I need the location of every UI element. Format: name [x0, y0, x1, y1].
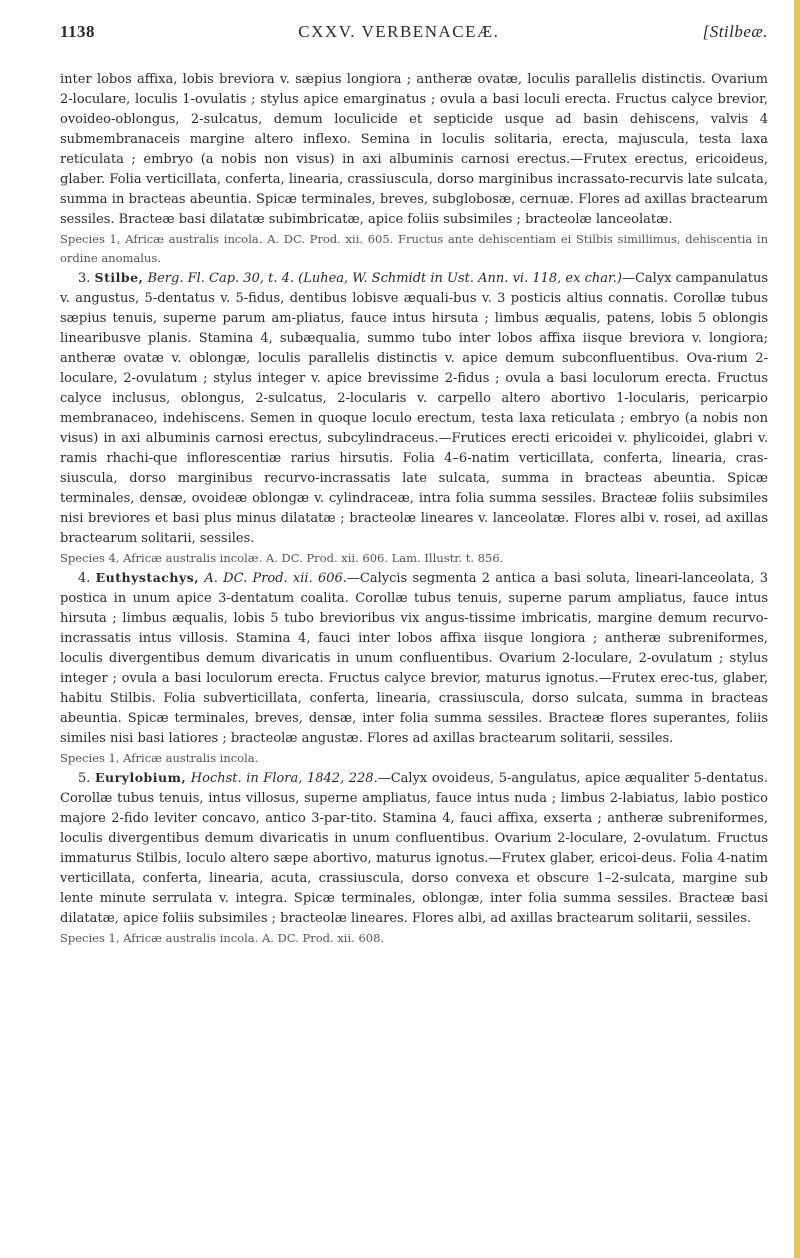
entry-note: Species 1, Africæ australis incola. A. DC. Prod. xii. 608.	[60, 931, 385, 945]
intro-note: Species 1, Africæ australis incola. A. DC. Prod. xii. 605. Fructus ante dehiscentiam ei Stilbis simillimus, dehiscentia in ordine anomalus.	[60, 232, 768, 265]
entry-description: —Calycis segmenta 2 antica a basi soluta, lineari-lanceolata, 3 postica in unum apice 3-dentatum coalita. Corollæ tubus tenuis, superne parum ampliatus, fauce intus hirsuta ; limbus æqualis, lobis 5 tubo brevioribus vix angus-tissime imbricatis, margine demum recurvo-incrassatis intus villosis. Stamina 4, fauci inter lobos affixa iisque longiora ; antheræ subreniformes, loculis divergentibus demum divaricatis in unum confluentibus. Ovarium 2-loculare, 2-ovulatum ; stylus integer ; ovula a basi loculorum erecta. Fructus calyce brevior, maturus ignotus.—Frutex erec-tus, glaber, habitu Stilbis. Folia subverticillata, conferta, linearia, crassiuscula, dorso sulcata, summa in bracteas abeuntia. Spicæ terminales, breves, densæ, inter folia summa sessiles. Bracteæ flores superantes, foliis similes nisi basi latiores ; bracteolæ angustæ. Flores ad axillas bractearum solitarii, sessiles.	[60, 571, 769, 746]
book-page	[60, 22, 768, 948]
running-header	[60, 22, 768, 48]
genus-name: Euthystachys,	[95, 570, 200, 585]
entry-number: 4.	[78, 571, 91, 586]
page-number: 1138	[60, 22, 96, 41]
page-edge-strip	[794, 0, 800, 1258]
genus-entry-eurylobium	[60, 768, 768, 929]
genus-name: Stilbe,	[94, 270, 144, 285]
running-genus: [Stilbeæ.	[702, 22, 768, 41]
entry-citation: Hochst. in Flora, 1842, 228.	[190, 771, 378, 786]
genus-entry-euthystachys	[60, 568, 768, 749]
body-text	[60, 70, 768, 948]
entry-number: 5.	[78, 771, 91, 786]
genus-entry-stilbe	[60, 268, 768, 549]
entry-citation: Berg. Fl. Cap. 30, t. 4. (Luhea, W. Schmidt in Ust. Ann. vi. 118, ex char.)	[147, 271, 622, 286]
entry-citation: A. DC. Prod. xii. 606.	[204, 571, 347, 586]
entry-number: 3.	[78, 271, 91, 286]
entry-description: —Calyx campanulatus v. angustus, 5-dentatus v. 5-fidus, dentibus lobisve æquali-bus v. 3 posticis altius connatis. Corollæ tubus sæpius tenuis, superne parum am-pliatus, fauce intus hirsuta ; limbus æqualis, patens, lobis 5 oblongis linearibusve planis. Stamina 4, subæqualia, summo tubo inter lobos affixa iisque breviora v. longiora; antheræ ovatæ v. oblongæ, loculis parallelis distinctis v. apice demum subconfluentibus. Ova-rium 2-loculare, 2-ovulatum ; stylus integer v. apice brevissime 2-fidus ; ovula a basi loculorum erecta. Fructus calyce inclusus, oblongus, 2-sulcatus, 2-locularis v. carpello altero abortivo 1-locularis, pericarpio membranaceo, indehiscens. Semen in quoque loculo erectum, testa laxa reticulata ; embryo (a nobis non visus) in axi albuminis carnosi erectus, subcylindraceus.—Frutices erecti ericoidei v. phylicoidei, glabri v. ramis rhachi-que inflorescentiæ rarius hirsutis. Folia 4–6-natim verticillata, conferta, linearia, cras-siuscula, dorso marginibus recurvo-incrassatis late sulcata, summa in bracteas abeuntia. Spicæ terminales, densæ, ovoideæ oblongæ v. cylindraceæ, intra folia summa sessiles. Bracteæ foliis subsimiles nisi breviores et basi plus minus dilatatæ ; bracteolæ lineares v. lanceolatæ. Flores albi v. rosei, ad axillas bractearum solitarii, sessiles.	[60, 271, 768, 546]
section-title: CXXV. VERBENACEÆ.	[298, 22, 500, 41]
entry-note: Species 4, Africæ australis incolæ. A. DC. Prod. xii. 606. Lam. Illustr. t. 856.	[60, 551, 504, 565]
intro-paragraph: inter lobos affixa, lobis breviora v. sæpius longiora ; antheræ ovatæ, loculis parallelis distinctis. Ovarium 2-loculare, loculis 1-ovulatis ; stylus apice emarginatus ; ovula a basi loculi erecta. Fructus calyce brevior, ovoideo-oblongus, 2-sulcatus, demum loculicide et septicide usque ad basin dehiscens, valvis 4 submembranaceis margine altero inflexo. Semina in loculis solitaria, erecta, majuscula, testa laxa reticulata ; embryo (a nobis non visus) in axi albuminis carnosi erectus.—Frutex erectus, ericoideus, glaber. Folia verticillata, conferta, linearia, crassiuscula, dorso marginibus incrassato-recurvis late sulcata, summa in bracteas abeuntia. Spicæ terminales, breves, subglobosæ, cernuæ. Flores ad axillas bractearum sessiles. Bracteæ basi dilatatæ subimbricatæ, apice foliis subsimiles ; bracteolæ lanceolatæ.	[60, 72, 768, 227]
entry-description: —Calyx ovoideus, 5-angulatus, apice æqualiter 5-dentatus. Corollæ tubus tenuis, intus villosus, superne ampliatus, fauce intus nuda ; limbus 2-labiatus, labio postico majore 2-fido leviter concavo, antico 3-par-tito. Stamina 4, fauci affixa, exserta ; antheræ subreniformes, loculis divergentibus demum divaricatis in unum confluentibus. Ovarium 2-loculare, 2-ovulatum. Fructus immaturus Stilbis, loculo altero sæpe abortivo, maturus ignotus.—Frutex glaber, ericoi-deus. Folia 4-natim verticillata, conferta, linearia, acuta, crassiuscula, dorso convexa et obscure 1–2-sulcata, margine sub lente minute serrulata v. integra. Spicæ terminales, oblongæ, inter folia summa sessiles. Bracteæ basi dilatatæ, apice foliis subsimiles ; bracteolæ lineares. Flores albi, ad axillas bractearum solitarii, sessiles.	[60, 771, 768, 926]
genus-name: Eurylobium,	[94, 770, 187, 785]
entry-note: Species 1, Africæ australis incola.	[60, 751, 259, 765]
